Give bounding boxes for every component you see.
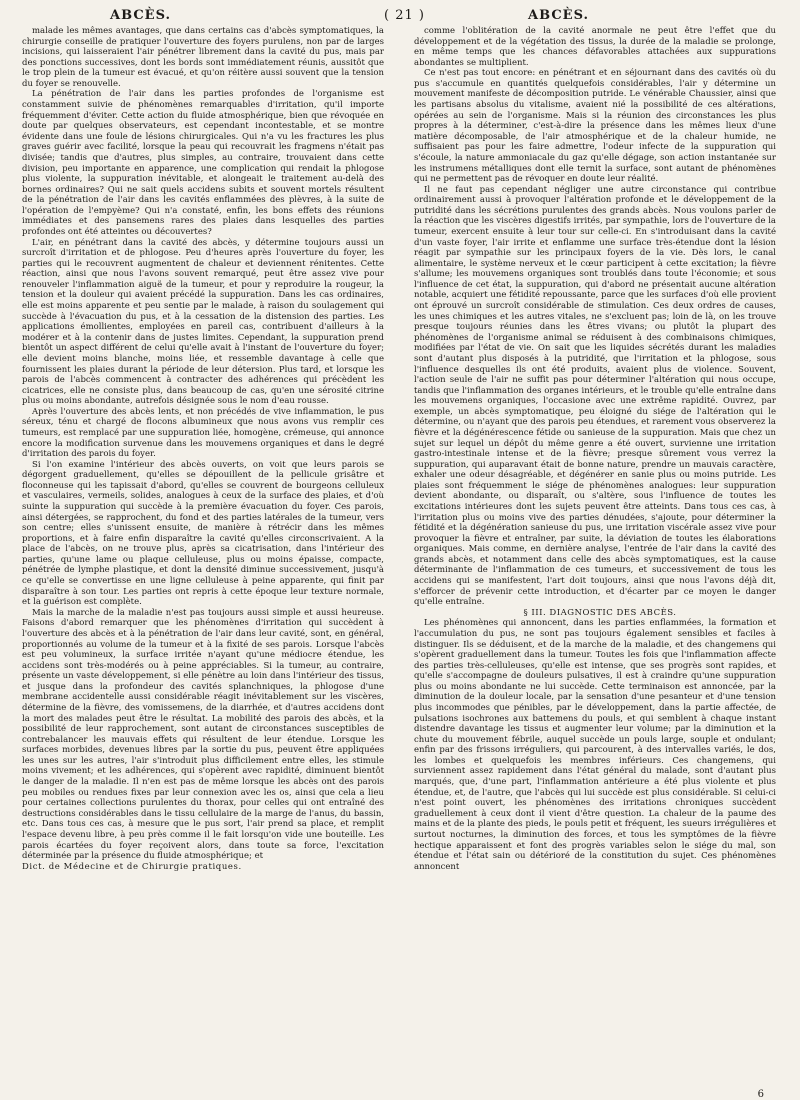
left-column <box>22 26 384 1092</box>
footer-title: Dict. de Médecine et de Chirurgie pratiques. <box>22 861 242 872</box>
paragraph: La pénétration de l'air dans les parties profondes de l'organisme est constamment suivie de phénomènes remarquables d'irritation, qu'il importe fréquemment d'éviter. Cette action du fluide atmosphérique, bien que révoquée en doute par quelques observateurs, est cependant incontestable, et se montre évidente dans une foule de lésions chirurgicales. Qui n'a vu les fractures les plus graves guérir avec facilité, lorsque la peau qui recouvrait les fragmens n'était pas divisée; tandis que d'autres, plus simples, au contraire, trouvaient dans cette division, peu importante en apparence, une complication qui rendait la phlogose plus violente, la suppuration inévitable, et alongeait le traitement au-delà des bornes ordinaires? Qui ne sait quels accidens subits et souvent mortels résultent de la pénétration de l'air dans les cavités enflammées des plèvres, à la suite de l'opération de l'empyème? Qui n'a constaté, enfin, les bons effets des réunions immédiates et des pansemens rares des plaies dans lesquelles des parties profondes ont été atteintes ou découvertes? <box>22 89 384 237</box>
paragraph: Mais la marche de la maladie n'est pas toujours aussi simple et aussi heureuse. Faisons d'abord remarquer que les phénomènes d'irritation qui succèdent à l'ouverture des abcès et à la pénétration de l'air dans leur cavité, sont, en général, proportionnés au volume de la tumeur et à la fixité de ses parois. Lorsque l'abcès est peu volumineux, la surface irritée n'ayant qu'une médiocre étendue, les accidens sont très-modérés ou à peine appréciables. Si la tumeur, au contraire, présente un vaste développement, si elle pénètre au loin dans l'intérieur des tissus, et jusque dans la profondeur des cavités splanchniques, la phlogose d'une membrane accidentelle aussi considérable réagit inévitablement sur les viscères, détermine de la fièvre, des vomissemens, de la diarrhée, et d'autres accidens dont la mort des malades peut être le résultat. La mobilité des parois des abcès, et la possibilité de leur rapprochement, sont autant de circonstances susceptibles de contrebalancer les mauvais effets qui résultent de leur étendue. Lorsque les surfaces morbides, devenues libres par la sortie du pus, peuvent être appliquées les unes sur les autres, l'air s'introduit plus difficilement entre elles, les stimule moins vivement; et les adhérences, qui s'opèrent avec rapidité, diminuent bientôt le danger de la maladie. Il n'en est pas de même lorsque les abcès ont des parois peu mobiles ou rendues fixes par leur connexion avec les os, ainsi que cela a lieu pour certaines collections purulentes du thorax, pour celles qui ont entraîné des destructions considérables dans le tissu cellulaire de la marge de l'anus, du bassin, etc. Dans tous ces cas, à mesure que le pus sort, l'air prend sa place, et remplit l'espace devenu libre, à peu près comme il le fait lorsqu'on vide une bouteille. Les parois écartées du foyer reçoivent alors, dans toute sa force, l'excitation déterminée par la présence du fluide atmosphérique; et <box>22 607 384 862</box>
header-right: ABCÈS. <box>528 8 590 23</box>
signature-mark: 6 <box>757 1089 764 1100</box>
running-header <box>22 6 774 26</box>
page-number: ( 21 ) <box>384 8 425 23</box>
header-left: ABCÈS. <box>110 8 172 23</box>
paragraph: Après l'ouverture des abcès lents, et non précédés de vive inflammation, le pus séreux, ténu et chargé de flocons albumineux que nous avons vus remplir ces tumeurs, est remplacé par une suppuration liée, homogène, crémeuse, qui annonce encore la modification survenue dans les mouvemens organiques et dans le degré d'irritation des parois du foyer. <box>22 406 384 460</box>
section-heading: § III. DIAGNOSTIC DES ABCÈS. <box>523 607 677 618</box>
paragraph: L'air, en pénétrant dans la cavité des abcès, y détermine toujours aussi un surcroît d'irritation et de phlogose. Peu d'heures après l'ouverture du foyer, les parties qui le recouvrent augmentent de chaleur et deviennent rénitentes. Cette réaction, ainsi que nous l'avons souvent remarqué, peut être assez vive pour renouveler l'inflammation aiguë de la tumeur, et pour y reproduire la rougeur, la tension et la douleur qui avaient précédé la suppuration. Dans les cas ordinaires, elle est moins apparente et peu sentie par le malade, à raison du soulagement qui succède à l'évacuation du pus, et à la cessation de la distension des parties. Les applications émollientes, employées en pareil cas, contribuent d'ailleurs à la modérer et à la contenir dans de justes limites. Cependant, la suppuration prend bientôt un aspect différent de celui qu'elle avait à l'instant de l'ouverture du foyer; elle devient moins blanche, moins liée, et ressemble davantage à celle que fournissent les plaies durant la période de leur détersion. Plus tard, et lorsque les parois de l'abcès commencent à contracter des adhérences qui précèdent les cicatrices, elle ne consiste plus, dans beaucoup de cas, qu'en une sérosité citrine plus ou moins abondante, autrefois désignée sous le nom d'eau rousse. <box>22 237 384 407</box>
paragraph: Il ne faut pas cependant négliger une autre circonstance qui contribue ordinairement aussi à provoquer l'altération profonde et le développement de la putridité dans les sécrétions purulentes des grands abcès. Nous voulons parler de la réaction que les viscères digestifs irrités, par sympathie, lors de l'ouverture de la tumeur, exercent ensuite à leur tour sur celle-ci. En s'introduisant dans la cavité d'un vaste foyer, l'air irrite et enflamme une surface très-étendue dont la lésion réagit par sympathie sur les principaux foyers de la vie. Dès lors, le canal alimentaire, le système nerveux et le cœur participent à cette excitation; la fièvre s'allume; les mouvemens organiques sont troublés dans toute l'économie; et sous l'influence de cet état, la suppuration, qui d'abord ne présentait aucune altération notable, acquiert une fétidité repoussante, parce que les surfaces d'où elle provient ont éprouvé un surcroît considérable de stimulation. Ces deux ordres de causes, les unes chimiques et les autres vitales, ne s'excluent pas; loin de là, on les trouve presque toujours réunies dans les êtres vivans; ou plutôt la plupart des phénomènes de l'organisme animal se réduisent à des combinaisons chimiques, modifiées par l'état de vie. On sait que les liquides sécrétés durant les maladies sont d'autant plus disposés à la putridité, que l'irritation et la phlogose, sous l'influence desquelles ils ont été produits, avaient plus de violence. Souvent, l'action seule de l'air ne suffit pas pour déterminer l'altération qui nous occupe, tandis que l'inflammation des organes intérieurs, et le trouble qu'elle entraîne dans les mouvemens organiques, l'occasione avec une extrême rapidité. Ouvrez, par exemple, un abcès symptomatique, peu éloigné du siége de l'altération qui le détermine, ou n'ayant que des parois peu étendues, et rarement vous observerez la fièvre et la dégénérescence fétide ou sanieuse de la suppuration. Mais que chez un sujet sur lequel un dépôt du même genre a été ouvert, survienne une irritation gastro-intestinale intense et de la fièvre; presque sûrement vous verrez la suppuration, qui auparavant était de bonne nature, prendre un mauvais caractère, exhaler une odeur désagréable, et dégénérer en sanie plus ou moins putride. Les plaies sont fréquemment le siége de phénomènes analogues: leur suppuration devient abondante, ou disparaît, ou s'altère, sous l'influence de toutes les excitations intérieures dont les sujets peuvent être atteints. Dans tous ces cas, à l'irritation plus ou moins vive des parties dénudées, s'ajoute, pour déterminer la fétidité et la dégénération sanieuse du pus, une irritation viscérale assez vive pour provoquer la fièvre et entraîner, par suite, la déviation de toutes les élaborations organiques. Mais comme, en dernière analyse, l'entrée de l'air dans la cavité des grands abcès, et notamment dans celle des abcès symptomatiques, est la cause déterminante de l'inflammation de ces tumeurs, et successivement de tous les accidens qui se manifestent, l'art doit toujours, ainsi que nous l'avons déjà dit, s'efforcer de prévenir cette introduction, et d'écarter par ce moyen le danger qu'elle entraîne. <box>414 184 776 608</box>
text-columns <box>22 26 776 1092</box>
paragraph: malade les mêmes avantages, que dans certains cas d'abcès symptomatiques, la chirurgie conseille de pratiquer l'ouverture des foyers purulens, non par de larges incisions, qui laisseraient l'air pénétrer librement dans la cavité du pus, mais par des ponctions successives, dont les bords sont immédiatement réunis, aussitôt que le trop plein de la tumeur est évacué, et qu'on réitère aussi souvent que la tension du foyer se renouvelle. <box>22 26 384 89</box>
paragraph: Les phénomènes qui annoncent, dans les parties enflammées, la formation et l'accumulation du pus, ne sont pas toujours également sensibles et faciles à distinguer. Ils se déduisent, et de la marche de la maladie, et des changemens qui s'opèrent graduellement dans la tumeur. Toutes les fois que l'inflammation affecte des parties très-celluleuses, qu'elle est intense, que ses progrès sont rapides, et qu'elle s'accompagne de douleurs pulsatives, il est à craindre qu'une suppuration plus ou moins abondante ne lui succède. Cette terminaison est annoncée, par la diminution de la douleur locale, par la sensation d'une pesanteur et d'une tension plus incommodes que pénibles, par le développement, dans la partie affectée, de pulsations isochrones aux battemens du pouls, et qui semblent à chaque instant distendre davantage les tissus et augmenter leur volume; par la diminution et la chute du mouvement fébrile, auquel succède un pouls large, souple et ondulant; enfin par des frissons irréguliers, qui parcourent, à des intervalles variés, le dos, les lombes et quelquefois les membres inférieurs. Ces changemens, qui surviennent assez rapidement dans l'état général du malade, sont d'autant plus marqués, que, d'une part, l'inflammation antérieure a été plus violente et plus étendue, et, de l'autre, que l'abcès qui lui succède est plus considérable. Si celui-ci n'est point ouvert, les phénomènes des irritations chroniques succèdent graduellement à ceux dont il vient d'être question. La chaleur de la paume des mains et de la plante des pieds, le pouls petit et fréquent, les sueurs irrégulières et surtout nocturnes, la diminution des forces, et tous les symptômes de la fièvre hectique apparaissent et font des progrès variables selon le siége du mal, son étendue et l'état sain ou détérioré de la constitution du sujet. Ces phénomènes annoncent <box>414 618 776 872</box>
paragraph: Si l'on examine l'intérieur des abcès ouverts, on voit que leurs parois se dégorgent graduellement, qu'elles se dépouillent de la pellicule grisâtre et floconneuse qui les tapissait d'abord, qu'elles se couvrent de bourgeons celluleux et vasculaires, vermeils, solides, analogues à ceux de la surface des plaies, et d'où suinte la suppuration qui succède à la première évacuation du foyer. Ces parois, ainsi détergées, se rapprochent, du fond et des parties latérales de la tumeur, vers son centre; elles s'unissent ensuite, de manière à rétrécir dans les mêmes proportions, et à faire enfin disparaître la cavité qu'elles circonscrivaient. A la place de l'abcès, on ne trouve plus, après sa cicatrisation, dans l'intérieur des parties, qu'une lame ou plaque celluleuse, plus ou moins épaisse, compacte, pénétrée de lymphe plastique, et dont la densité diminue successivement, jusqu'à ce qu'elle se convertisse en une ligne celluleuse à peine apparente, qui finit par disparaître à son tour. Les parties ont repris à cette époque leur texture normale, et la guérison est complète. <box>22 459 384 608</box>
paragraph: comme l'oblitération de la cavité anormale ne peut être l'effet que du développement et de la végétation des tissus, la durée de la maladie se prolonge, en même temps que les chances défavorables attachées aux suppurations abondantes se multiplient. <box>414 26 776 68</box>
right-column <box>414 26 776 1092</box>
paragraph: Ce n'est pas tout encore: en pénétrant et en séjournant dans des cavités où du pus s'accumule en quantités quelquefois considérables, l'air y détermine un mouvement manifeste de décomposition putride. Le vénérable Chaussier, ainsi que les partisans absolus du vitalisme, avaient nié la possibilité de ces altérations, opérées au sein de l'organisme. Mais si la réunion des circonstances les plus propres à la déterminer, c'est-à-dire la présence dans les mêmes lieux d'une matière décomposable, de l'air atmosphérique et de la chaleur humide, ne suffisaient pas pour les faire admettre, l'odeur infecte de la suppuration qui s'écoule, la nature ammoniacale du gaz qu'elle dégage, son action instantanée sur les instrumens métalliques dont elle ternit la surface, sont autant de phénomènes qui ne permettent pas de révoquer en doute leur réalité. <box>414 68 776 185</box>
